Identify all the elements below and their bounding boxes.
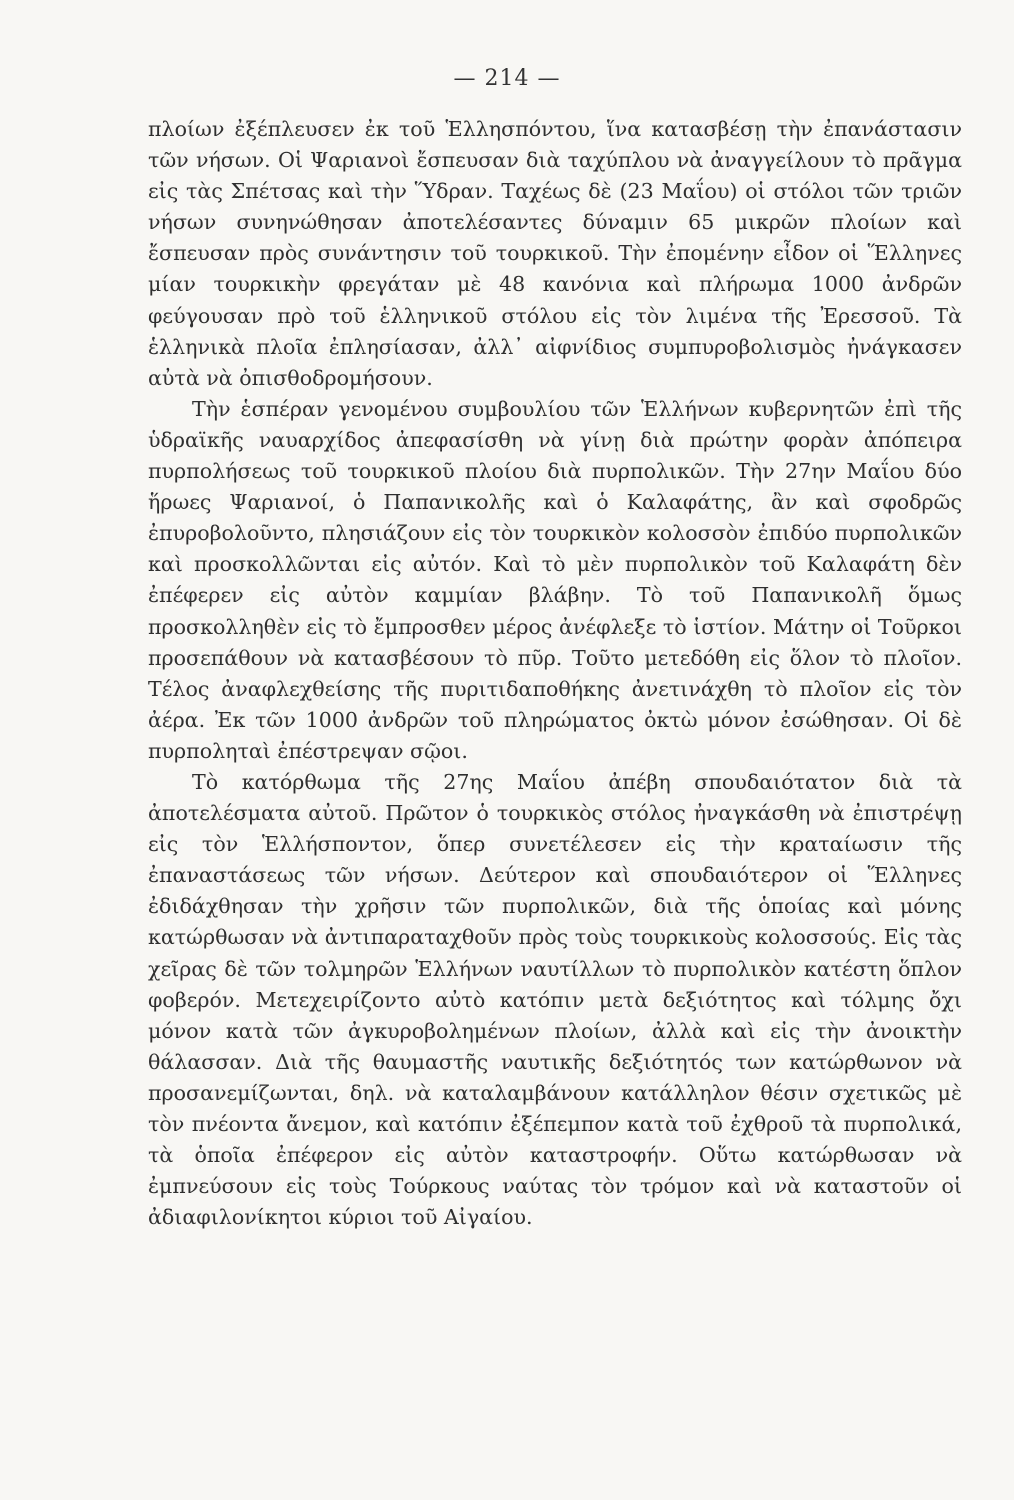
body-text [148, 114, 962, 1233]
paragraph-consequences: Τὸ κατόρθωμα τῆς 27ης Μαΐου ἀπέβη σπουδαιότατον διὰ τὰ ἀποτελέσματα αὐτοῦ. Πρῶτον ὁ τουρκικὸς στόλος ἠναγκάσθη νὰ ἐπιστρέψῃ εἰς τὸν Ἑλλήσποντον, ὅπερ συνετέλεσεν εἰς τὴν κραταίωσιν τῆς ἐπαναστάσεως τῶν νήσων. Δεύτερον καὶ σπουδαιότερον οἱ Ἕλληνες ἐδιδάχθησαν τὴν χρῆσιν τῶν πυρπολικῶν, διὰ τῆς ὁποίας καὶ μόνης κατώρθωσαν νὰ ἀντιπαραταχθοῦν πρὸς τοὺς τουρκικοὺς κολοσσούς. Εἰς τὰς χεῖρας δὲ τῶν τολμηρῶν Ἑλλήνων ναυτίλλων τὸ πυρπολικὸν κατέστη ὅπλον φοβερόν. Μετεχειρίζοντο αὐτὸ κατόπιν μετὰ δεξιότητος καὶ τόλμης ὄχι μόνον κατὰ τῶν ἀγκυροβολημένων πλοίων, ἀλλὰ καὶ εἰς τὴν ἀνοικτὴν θάλασσαν. Διὰ τῆς θαυμαστῆς ναυτικῆς δεξιότητός των κατώρθωνον νὰ προσανεμίζωνται, δηλ. νὰ καταλαμβάνουν κατάλληλον θέσιν σχετικῶς μὲ τὸν πνέοντα ἄνεμον, καὶ κατόπιν ἐξέπεμπον κατὰ τοῦ ἐχθροῦ τὰ πυρπολικά, τὰ ὁποῖα ἐπέφερον εἰς αὐτὸν καταστροφήν. Οὕτω κατώρθωσαν νὰ ἐμπνεύσουν εἰς τοὺς Τούρκους ναύτας τὸν τρόμον καὶ νὰ καταστοῦν οἱ ἀδιαφιλονίκητοι κύριοι τοῦ Αἰγαίου. [148, 769, 962, 1230]
paragraph-fireship-attack: Τὴν ἑσπέραν γενομένου συμβουλίου τῶν Ἑλλήνων κυβερνητῶν ἐπὶ τῆς ὑδραϊκῆς ναυαρχίδος ἀπεφασίσθη νὰ γίνῃ διὰ πρώτην φορὰν ἀπόπειρα πυρπολήσεως τοῦ τουρκικοῦ πλοίου διὰ πυρπολικῶν. Τὴν 27ην Μαΐου δύο ἥρωες Ψαριανοί, ὁ Παπανικολῆς καὶ ὁ Καλαφάτης, ἂν καὶ σφοδρῶς ἐπυροβολοῦντο, πλησιάζουν εἰς τὸν τουρκικὸν κολοσσὸν ἐπιδύο πυρπολικῶν καὶ προσκολλῶνται εἰς αὐτόν. Καὶ τὸ μὲν πυρπολικὸν τοῦ Καλαφάτη δὲν ἐπέφερεν εἰς αὐτὸν καμμίαν βλάβην. Τὸ τοῦ Παπανικολῆ ὅμως προσκολληθὲν εἰς τὸ ἔμπροσθεν μέρος ἀνέφλεξε τὸ ἱστίον. Μάτην οἱ Τοῦρκοι προσεπάθουν νὰ κατασβέσουν τὸ πῦρ. Τοῦτο μετεδόθη εἰς ὅλον τὸ πλοῖον. Τέλος ἀναφλεχθείσης τῆς πυριτιδαποθήκης ἀνετινάχθη τὸ πλοῖον εἰς τὸν ἀέρα. Ἐκ τῶν 1000 ἀνδρῶν τοῦ πληρώματος ὀκτὼ μόνον ἐσώθησαν. Οἱ δὲ πυρποληταὶ ἐπέστρεψαν σῷοι. [148, 396, 962, 763]
paragraph-continuation: πλοίων ἐξέπλευσεν ἐκ τοῦ Ἑλλησπόντου, ἵνα κατασβέσῃ τὴν ἐπανάστασιν τῶν νήσων. Οἱ Ψαριανοὶ ἔσπευσαν διὰ ταχύπλου νὰ ἀναγγείλουν τὸ πρᾶγμα εἰς τὰς Σπέτσας καὶ τὴν Ὕδραν. Ταχέως δὲ (23 Μαΐου) οἱ στόλοι τῶν τριῶν νήσων συνηνώθησαν ἀποτελέσαντες δύναμιν 65 μικρῶν πλοίων καὶ ἔσπευσαν πρὸς συνάντησιν τοῦ τουρκικοῦ. Τὴν ἐπομένην εἶδον οἱ Ἕλληνες μίαν τουρκικὴν φρεγάταν μὲ 48 κανόνια καὶ πλήρωμα 1000 ἀνδρῶν φεύγουσαν πρὸ τοῦ ἑλληνικοῦ στόλου εἰς τὸν λιμένα τῆς Ἐρεσσοῦ. Τὰ ἑλληνικὰ πλοῖα ἐπλησίασαν, ἀλλ᾽ αἰφνίδιος συμπυροβολισμὸς ἠνάγκασεν αὐτὰ νὰ ὀπισθοδρομήσουν. [148, 117, 962, 390]
page-number: — 214 — [453, 66, 561, 91]
